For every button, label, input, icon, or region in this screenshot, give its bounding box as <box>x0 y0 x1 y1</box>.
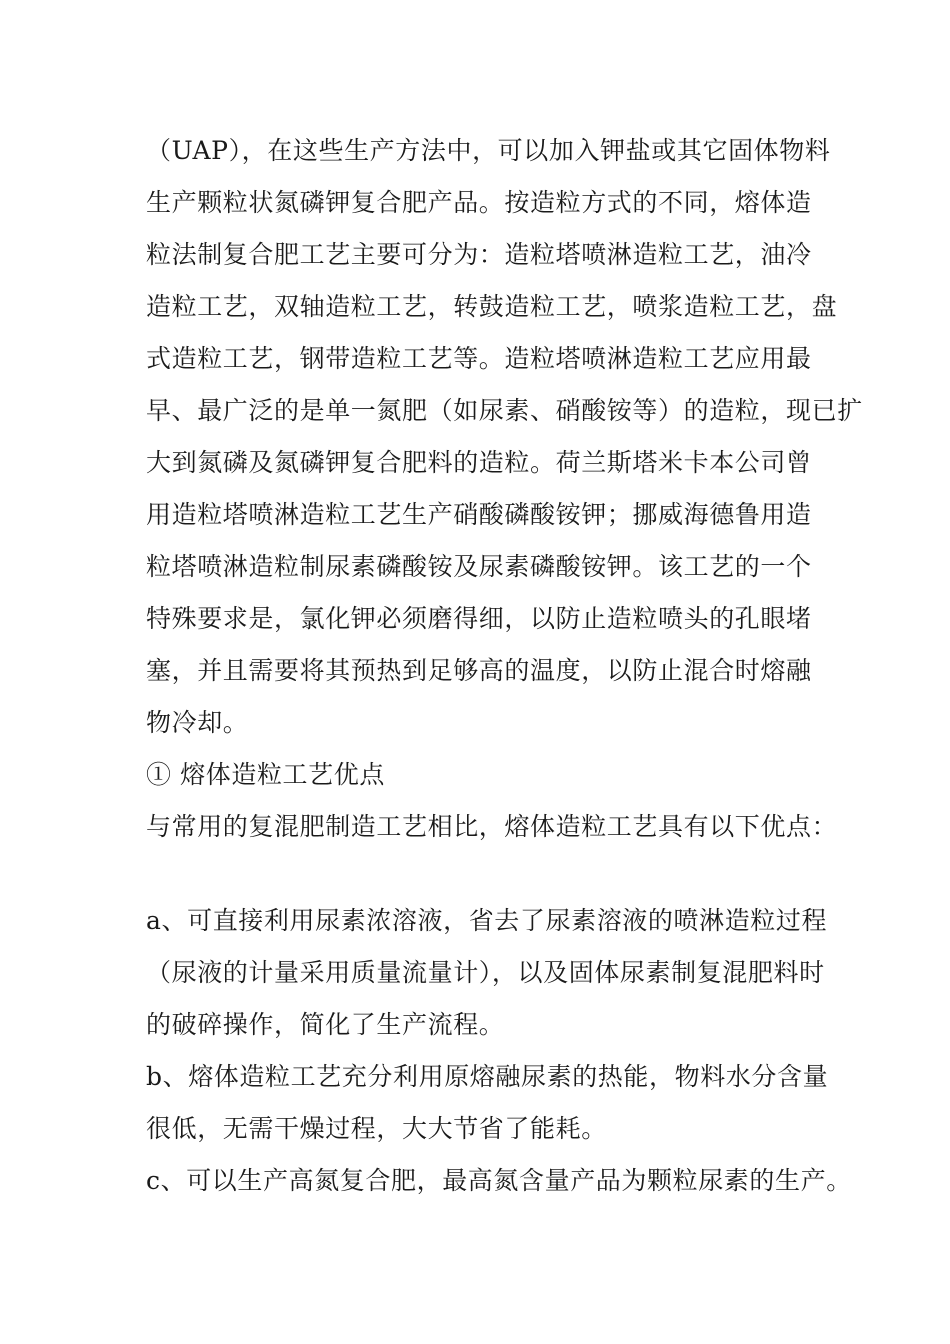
text-line: 生产颗粒状氮磷钾复合肥产品。按造粒方式的不同，熔体造 <box>146 188 812 217</box>
text-line: 大到氮磷及氮磷钾复合肥料的造粒。荷兰斯塔米卡本公司曾 <box>146 448 812 477</box>
text-line: 很低，无需干燥过程，大大节省了能耗。 <box>146 1114 607 1143</box>
text-line: 粒法制复合肥工艺主要可分为：造粒塔喷淋造粒工艺，油冷 <box>146 240 812 269</box>
list-item: c、可以生产高氮复合肥，最高氮含量产品为颗粒尿素的生产。 <box>146 1166 852 1195</box>
text-line: 式造粒工艺，钢带造粒工艺等。造粒塔喷淋造粒工艺应用最 <box>146 344 812 373</box>
text-line: 早、最广泛的是单一氮肥（如尿素、硝酸铵等）的造粒，现已扩 <box>146 396 863 425</box>
text-line: （尿液的计量采用质量流量计），以及固体尿素制复混肥料时 <box>146 958 825 987</box>
text-line: 塞，并且需要将其预热到足够高的温度，以防止混合时熔融 <box>146 656 812 685</box>
list-item: b、熔体造粒工艺充分利用原熔融尿素的热能，物料水分含量 <box>146 1062 829 1091</box>
text-line: 的破碎操作，简化了生产流程。 <box>146 1010 505 1039</box>
list-item: a、可直接利用尿素浓溶液，省去了尿素溶液的喷淋造粒过程 <box>146 906 828 935</box>
text-line: （UAP），在这些生产方法中，可以加入钾盐或其它固体物料 <box>146 136 831 165</box>
section-heading: ① 熔体造粒工艺优点 <box>146 760 385 789</box>
text-line: 物冷却。 <box>146 708 249 737</box>
text-line: 与常用的复混肥制造工艺相比，熔体造粒工艺具有以下优点： <box>146 812 838 841</box>
text-line: 用造粒塔喷淋造粒工艺生产硝酸磷酸铵钾；挪威海德鲁用造 <box>146 500 812 529</box>
text-line: 造粒工艺，双轴造粒工艺，转鼓造粒工艺，喷浆造粒工艺，盘 <box>146 292 838 321</box>
text-line: 特殊要求是，氯化钾必须磨得细，以防止造粒喷头的孔眼堵 <box>146 604 812 633</box>
text-line: 粒塔喷淋造粒制尿素磷酸铵及尿素磷酸铵钾。该工艺的一个 <box>146 552 812 581</box>
